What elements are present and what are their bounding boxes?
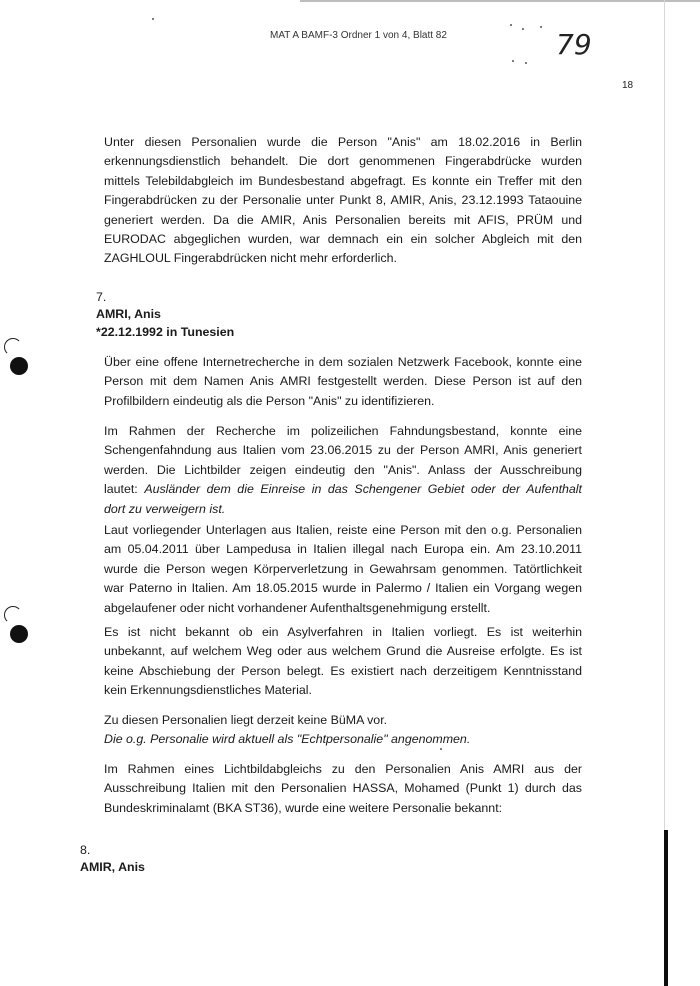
text-line [104, 730, 582, 749]
text-line: kein Erkennungsdienstliches Material. [104, 683, 312, 698]
text-line: unbekannt, auf welchem Weg oder aus welchem Grund die Ausreise erfolgte. Es ist [104, 644, 582, 659]
paragraph-asylum [104, 623, 582, 701]
text-line: Fingerabdrücken zu der Personalie unter Punkt 8, AMIR, Anis, 23.12.1993 Tataouine [104, 193, 582, 208]
scan-speck [512, 60, 514, 62]
scan-speck [525, 62, 527, 64]
text-line: Schengenfahndung aus Italien vom 23.06.2015 zu der Person AMRI, Anis generiert [104, 443, 582, 458]
text-line: wurde die Person wegen Körperverletzung in Gewahrsam genommen. Tatörtlichkeit [104, 561, 582, 576]
archive-reference: MAT A BAMF-3 Ordner 1 von 4, Blatt 82 [270, 30, 447, 41]
scan-speck [522, 28, 524, 30]
italic-text: Die o.g. Personalie wird aktuell als "Echtpersonalie" angenommen. [104, 732, 471, 747]
text-line: Im Rahmen der Recherche im polizeilichen Fahndungsbestand, konnte eine [104, 424, 582, 438]
text-line: Person mit dem Namen Anis AMRI festgestellt werden. Diese Person ist auf den [104, 374, 582, 389]
text-line: generiert werden. Da die AMIR, Anis Personalien bereits mit AFIS, PRÜM und [104, 212, 582, 227]
quote-text: dort zu verweigern ist. [104, 501, 226, 516]
scan-edge-shadow [664, 830, 668, 986]
text-line: mittels Telebildabgleich im Bundesbestand abgefragt. Es konnte ein Treffer mit den [104, 173, 582, 188]
paragraph-buema [104, 711, 582, 750]
text-line: Unter diesen Personalien wurde die Person "Anis" am 18.02.2016 in Berlin [104, 135, 582, 149]
text-line: Bundeskriminalamt (BKA ST36), wurde eine weitere Personalie bekannt: [104, 800, 503, 815]
punch-hole [10, 357, 28, 375]
text-line: Zu diesen Personalien liegt derzeit keine BüMA vor. [104, 713, 388, 727]
scan-speck [152, 18, 154, 20]
scan-speck [510, 24, 512, 26]
text-line: am 05.04.2011 über Lampedusa in Italien illegal nach Europa ein. Am 23.10.2011 [104, 542, 582, 557]
text-line: Profilbildern eindeutig als die Person "Anis" zu identifizieren. [104, 393, 435, 408]
text-line: keine Abschiebung der Person belegt. Es existiert nach derzeitigem Kenntnisstand [104, 663, 582, 678]
text-line [104, 500, 582, 519]
text-line: Es ist nicht bekannt ob ein Asylverfahren in Italien vorliegt. Es ist weiterhin [104, 625, 582, 639]
scan-border-top [300, 0, 700, 2]
text-line: ZAGHLOUL Fingerabdrücken nicht mehr erforderlich. [104, 251, 397, 266]
text-line: erkennungsdienstlich behandelt. Die dort genommenen Fingerabdrücke wurden [104, 154, 582, 169]
text-line: war Paterno in Italien. Am 18.05.2015 wurde in Palermo / Italien ein Vorgang wegen [104, 581, 582, 596]
punch-hole [10, 625, 28, 643]
section-7-number: 7. [96, 290, 107, 304]
text-line: Ausschreibung Italien mit den Personalien HASSA, Mohamed (Punkt 1) durch das [104, 781, 582, 796]
paragraph-facebook [104, 353, 582, 411]
text-fragment: lautet: [104, 482, 145, 497]
paragraph-schengen [104, 422, 582, 519]
section-8-name: AMIR, Anis [80, 860, 145, 874]
section-8-number: 8. [80, 843, 91, 857]
page-number: 18 [622, 80, 634, 91]
paragraph-italy [104, 521, 582, 618]
punch-hole-arc [4, 338, 22, 356]
text-line: Laut vorliegender Unterlagen aus Italien, reiste eine Person mit den o.g. Personalien [104, 523, 582, 537]
text-line: abgelaufener oder nicht vorhandener Aufenthaltsgenehmigung erstellt. [104, 600, 491, 615]
text-line: EURODAC abgeglichen wurden, war demnach ein ein solcher Abgleich mit den [104, 232, 582, 247]
text-line: Im Rahmen eines Lichtbildabgleichs zu den Personalien Anis AMRI aus der [104, 762, 582, 776]
text-line: Über eine offene Internetrecherche in dem sozialen Netzwerk Facebook, konnte eine [104, 355, 582, 369]
folio-number: 79 [556, 28, 592, 61]
scan-speck [540, 26, 542, 28]
text-line: werden. Die Lichtbilder zeigen eindeutig den "Anis". Anlass der Ausschreibung [104, 462, 582, 477]
quote-text: Ausländer dem die Einreise in das Schengener Gebiet oder der Aufenthalt [144, 482, 582, 497]
section-7-birth: *22.12.1992 in Tunesien [96, 325, 235, 339]
paragraph-hassa [104, 760, 582, 818]
text-line [104, 480, 582, 499]
paragraph-intro [104, 133, 582, 269]
punch-hole-arc [4, 606, 22, 624]
section-7-name: AMRI, Anis [96, 307, 161, 321]
